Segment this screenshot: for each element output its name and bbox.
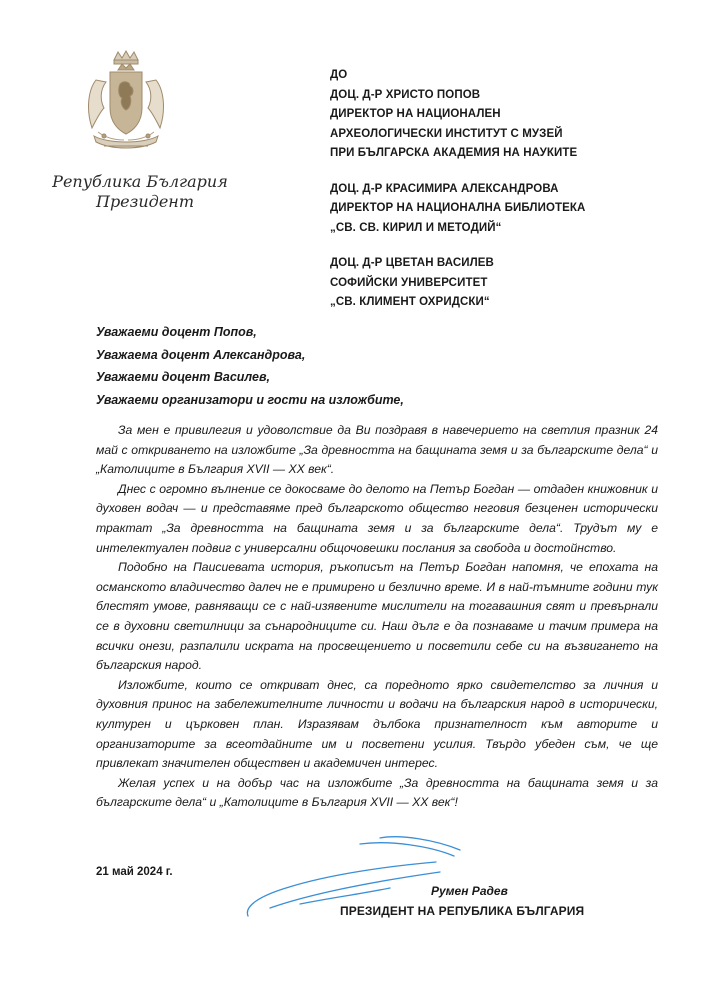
addressee-line: ДИРЕКТОР НА НАЦИОНАЛНА БИБЛИОТЕКА — [330, 202, 586, 214]
signer-title: ПРЕЗИДЕНТ НА РЕПУБЛИКА БЪЛГАРИЯ — [340, 904, 585, 918]
addressee-line: СОФИЙСКИ УНИВЕРСИТЕТ — [330, 276, 488, 289]
body-paragraph: За мен е привилегия и удоволствие да Ви поздравя в навечерието на светлия празник 24 май с откриването на изложбите „За древността на бащината земя и за българските дела“ и „Католиците в България XVII — XX век“. — [96, 423, 658, 477]
letter-date: 21 май 2024 г. — [96, 866, 173, 878]
body-paragraph: Желая успех и на добър час на изложбите „За древността на бащината земя и за българските дела“ и „Католиците в България XVII — XX век“! — [96, 775, 658, 810]
republic-label: Република България — [52, 172, 228, 191]
body-paragraph: Изложбите, които се откриват днес, са поредното ярко свидетелство за личния и духовния принос на забележителните личности и водачи на българския народ в исторически, културен и църковен план. Изразявам дълбока признателност към авторите и организаторите за всеотдайните им и посветени усилия. Твърдо убеден съм, че ще привлекат значителен обществен и академичен интерес. — [96, 677, 658, 771]
addressee-line: „СВ. КЛИМЕНТ ОХРИДСКИ“ — [330, 296, 490, 308]
addressee-line: ДОЦ. Д-Р ЦВЕТАН ВАСИЛЕВ — [330, 257, 494, 269]
coat-of-arms-icon — [78, 50, 174, 160]
greetings-block — [96, 321, 656, 411]
addressee-line: ДИРЕКТОР НА НАЦИОНАЛЕН — [330, 108, 501, 120]
body-paragraph: Днес с огромно вълнение се докосваме до делото на Петър Богдан — отдаден книжовник и духовен водач — и представяме пред българското общество неговия безценен исторически трактат „За древността на бащината земя и за българските дела“. Трудът му е интелектуален подвиг с универсални общочовешки послания за свобода и достойнство. — [96, 481, 658, 555]
greeting-line: Уважаема доцент Александрова, — [96, 347, 306, 362]
addressee-line: „СВ. СВ. КИРИЛ И МЕТОДИЙ“ — [330, 221, 502, 234]
letterhead-title — [50, 172, 230, 212]
addressee-line: АРХЕОЛОГИЧЕСКИ ИНСТИТУТ С МУЗЕЙ — [330, 127, 563, 140]
addressee-vasilev — [330, 254, 690, 313]
letter-body — [96, 421, 658, 813]
addressee-popov — [330, 66, 690, 164]
greeting-line: Уважаеми доцент Попов, — [96, 325, 257, 339]
addressee-block — [330, 66, 690, 329]
addressee-line: ДОЦ. Д-Р ХРИСТО ПОПОВ — [330, 88, 481, 101]
addressee-line: ПРИ БЪЛГАРСКА АКАДЕМИЯ НА НАУКИТЕ — [330, 147, 578, 159]
greeting-line: Уважаеми доцент Василев, — [96, 370, 270, 384]
addressee-aleksandrova — [330, 180, 690, 239]
body-paragraph: Подобно на Паисиевата история, ръкописът на Петър Богдан напомня, че епохата на османското владичество далеч не е примирено и безлично време. И в най-тъмните години тук блестят умове, равняващи се с най-изявените мислители на тогавашния свят и превърнали се в духовни светилници за сънародниците си. Наш дълг е да познаваме и тачим примера на всички онези, разпалили искрата на просвещението и посветили себе си на възвигането на българския народ. — [96, 560, 658, 673]
addressee-line: ДОЦ. Д-Р КРАСИМИРА АЛЕКСАНДРОВА — [330, 182, 559, 195]
signer-name: Румен Радев — [431, 884, 508, 898]
greeting-line: Уважаеми организатори и гости на изложбите, — [96, 392, 404, 407]
president-label: Президент — [95, 192, 194, 211]
addressee-line: ДО — [330, 69, 348, 81]
